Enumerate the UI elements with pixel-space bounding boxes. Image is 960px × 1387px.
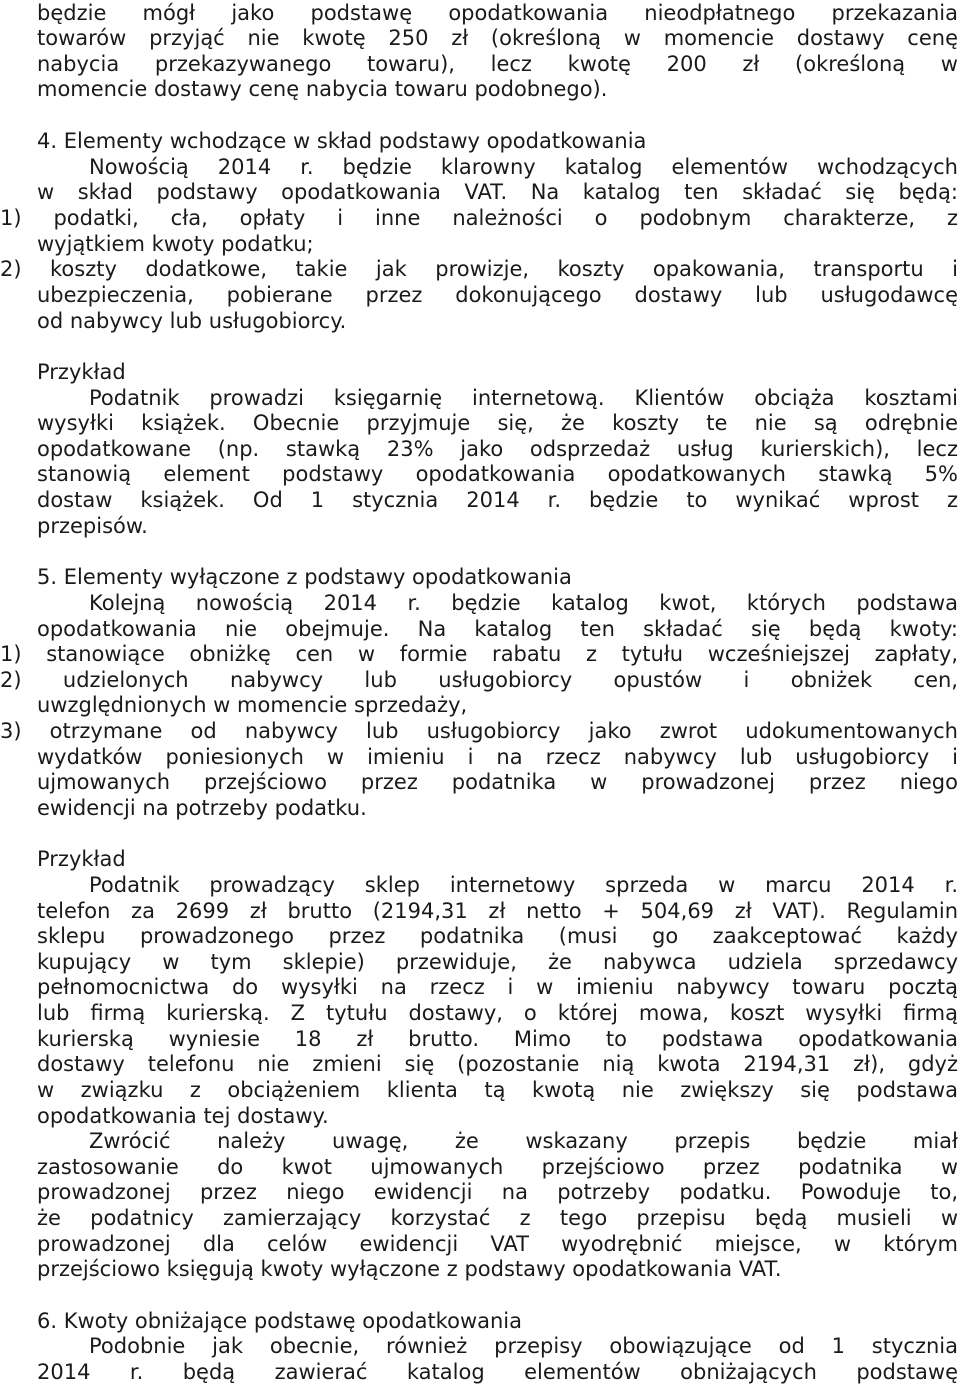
- text-line: kurierską wyniesie 18 zł brutto. Mimo to podstawa opodatkowania: [37, 1027, 958, 1051]
- text-line: opodatkowania tej dostawy.: [37, 1104, 329, 1128]
- text-line: towarów przyjąć nie kwotę 250 zł (określoną w momencie dostawy cenę: [37, 26, 958, 50]
- text-line: telefon za 2699 zł brutto (2194,31 zł netto + 504,69 zł VAT). Regulamin: [37, 899, 958, 923]
- text-line: pełnomocnictwa do wysyłki na rzecz i w imieniu nabywcy towaru pocztą: [37, 975, 958, 999]
- text-line: przepisów.: [37, 514, 148, 538]
- text-line: Zwrócić należy uwagę, że wskazany przepis będzie miał: [89, 1129, 958, 1153]
- text-line: Podobnie jak obecnie, również przepisy obowiązujące od 1 stycznia: [89, 1334, 958, 1358]
- list-item-2: 2) koszty dodatkowe, takie jak prowizje, koszty opakowania, transportu i: [0, 257, 958, 281]
- text-line: sklepu prowadzonego przez podatnika (musi go zaakceptować każdy: [37, 924, 958, 948]
- text-line: wyjątkiem kwoty podatku;: [37, 232, 314, 256]
- text-line: stanowią element podstawy opodatkowania opodatkowanych stawką 5%: [37, 462, 958, 486]
- text-line: Kolejną nowością 2014 r. będzie katalog kwot, których podstawa: [89, 591, 958, 615]
- text-line: ubezpieczenia, pobierane przez dokonującego dostawy lub usługodawcę: [37, 283, 958, 307]
- list-item-1: 1) podatki, cła, opłaty i inne należności o podobnym charakterze, z: [0, 206, 958, 230]
- example-heading: Przykład: [37, 847, 126, 871]
- text-line: uwzględnionych w momencie sprzedaży,: [37, 693, 468, 717]
- text-line: lub firmą kurierską. Z tytułu dostawy, o której mowa, koszt wysyłki firmą: [37, 1001, 958, 1025]
- text-line: Podatnik prowadzący sklep internetowy sprzeda w marcu 2014 r.: [89, 873, 958, 897]
- example-heading: Przykład: [37, 360, 126, 384]
- text-line: Podatnik prowadzi księgarnię internetową. Klientów obciąża kosztami: [89, 386, 958, 410]
- section-heading-6: 6. Kwoty obniżające podstawę opodatkowania: [37, 1309, 522, 1333]
- text-line: zastosowanie do kwot ujmowanych przejściowo przez podatnika w: [37, 1155, 958, 1179]
- text-line: kupujący w tym sklepie) przewiduje, że nabywca udziela sprzedawcy: [37, 950, 958, 974]
- text-line: 2014 r. będą zawierać katalog elementów obniżających podstawę: [37, 1360, 958, 1384]
- text-line: w związku z obciążeniem klienta tą kwotą nie zwiększy się podstawa: [37, 1078, 958, 1102]
- text-line: prowadzonej przez niego ewidencji na potrzeby podatku. Powoduje to,: [37, 1180, 958, 1204]
- text-line: momencie dostawy cenę nabycia towaru podobnego).: [37, 77, 608, 101]
- text-line: będzie mógł jako podstawę opodatkowania nieodpłatnego przekazania: [37, 1, 958, 25]
- list-item-1: 1) stanowiące obniżkę cen w formie rabatu z tytułu wcześniejszej zapłaty,: [0, 642, 958, 666]
- text-line: ewidencji na potrzeby podatku.: [37, 796, 367, 820]
- text-line: nabycia przekazywanego towaru), lecz kwotę 200 zł (określoną w: [37, 52, 958, 76]
- section-heading-4: 4. Elementy wchodzące w skład podstawy opodatkowania: [37, 129, 647, 153]
- section-heading-5: 5. Elementy wyłączone z podstawy opodatkowania: [37, 565, 572, 589]
- list-item-3: 3) otrzymane od nabywcy lub usługobiorcy jako zwrot udokumentowanych: [0, 719, 958, 743]
- text-line: wydatków poniesionych w imieniu i na rzecz nabywcy lub usługobiorcy i: [37, 745, 958, 769]
- text-line: wysyłki książek. Obecnie przyjmuje się, że koszty te nie są odrębnie: [37, 411, 958, 435]
- list-item-2: 2) udzielonych nabywcy lub usługobiorcy opustów i obniżek cen,: [0, 668, 958, 692]
- text-line: Nowością 2014 r. będzie klarowny katalog elementów wchodzących: [89, 155, 958, 179]
- text-line: że podatnicy zamierzający korzystać z tego przepisu będą musieli w: [37, 1206, 958, 1230]
- text-line: ujmowanych przejściowo przez podatnika w prowadzonej przez niego: [37, 770, 958, 794]
- text-line: dostaw książek. Od 1 stycznia 2014 r. będzie to wynikać wprost z: [37, 488, 958, 512]
- text-line: opodatkowane (np. stawką 23% jako odsprzedaż usług kurierskich), lecz: [37, 437, 958, 461]
- text-line: od nabywcy lub usługobiorcy.: [37, 309, 347, 333]
- text-line: przejściowo księgują kwoty wyłączone z podstawy opodatkowania VAT.: [37, 1257, 782, 1281]
- text-line: opodatkowania nie obejmuje. Na katalog ten składać się będą kwoty:: [37, 617, 958, 641]
- text-line: dostawy telefonu nie zmieni się (pozostanie nią kwota 2194,31 zł), gdyż: [37, 1052, 958, 1076]
- text-line: w skład podstawy opodatkowania VAT. Na katalog ten składać się będą:: [37, 180, 958, 204]
- text-line: prowadzonej dla celów ewidencji VAT wyodrębnić miejsce, w którym: [37, 1232, 958, 1256]
